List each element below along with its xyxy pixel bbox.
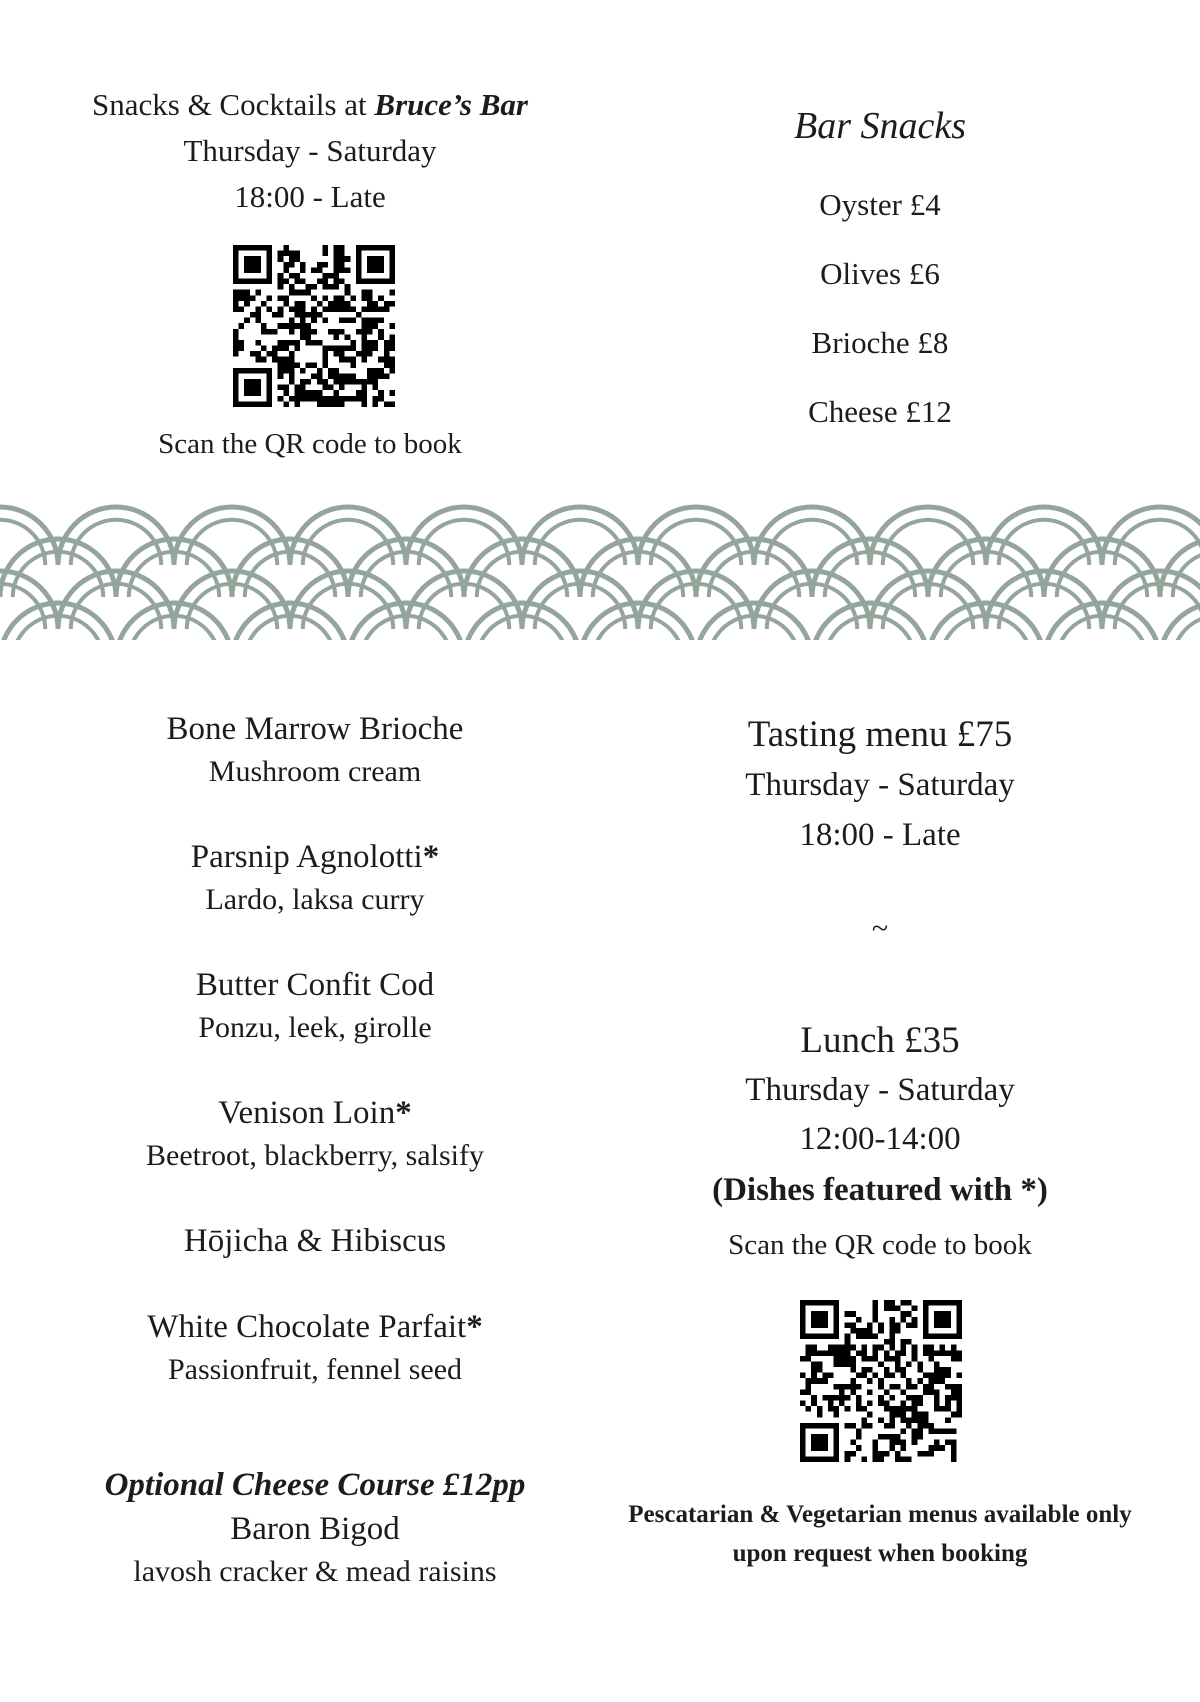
dietary-note-line: upon request when booking: [732, 1540, 1028, 1567]
bar-days: Thursday - Saturday: [183, 133, 437, 168]
bar-snacks-title: Bar Snacks: [793, 105, 967, 147]
cheese-course-title: Optional Cheese Course £12pp: [104, 1467, 526, 1503]
bar-qr-caption: Scan the QR code to book: [158, 428, 462, 460]
bar-hours: 18:00 - Late: [234, 179, 386, 214]
featured-star: *: [466, 1309, 483, 1345]
dish-name: Hōjicha & Hibiscus: [183, 1223, 447, 1259]
dish-item: [60, 1091, 570, 1177]
dish-description: Passionfruit, fennel seed: [167, 1353, 463, 1386]
tasting-menu-days: Thursday - Saturday: [745, 767, 1015, 803]
dish-description: Ponzu, leek, girolle: [198, 1011, 432, 1044]
dish-item: [60, 835, 570, 921]
snack-item: Oyster £4: [819, 187, 941, 222]
snack-item: Brioche £8: [811, 325, 949, 360]
cheese-name: Baron Bigod: [230, 1511, 400, 1547]
dish-name: Butter Confit Cod: [195, 967, 435, 1003]
qr-code-icon[interactable]: [233, 245, 395, 407]
dish-name: White Chocolate Parfait: [147, 1309, 467, 1345]
dish-description: Mushroom cream: [208, 755, 422, 788]
cheese-description: lavosh cracker & mead raisins: [133, 1555, 497, 1588]
bar-snacks: [680, 100, 1080, 446]
featured-star: *: [395, 1095, 412, 1131]
lunch-hours: 12:00-14:00: [799, 1121, 961, 1157]
dish-item: [60, 707, 570, 793]
bar-intro: Snacks & Cocktails at Bruce’s Bar: [92, 87, 528, 122]
section-separator: ~: [871, 912, 889, 945]
dish-item: [60, 1305, 570, 1391]
dietary-note: [560, 1495, 1200, 1573]
qr-code-icon[interactable]: [800, 1300, 962, 1462]
tasting-menu-info: [640, 710, 1120, 860]
lunch-days: Thursday - Saturday: [745, 1072, 1015, 1108]
dish-name: Venison Loin: [218, 1095, 396, 1131]
bar-info: [60, 82, 560, 220]
lunch-info: [640, 1016, 1120, 1216]
tasting-menu-hours: 18:00 - Late: [799, 817, 961, 853]
tasting-menu-title: Tasting menu £75: [747, 714, 1013, 755]
lunch-featured-note: (Dishes featured with *): [712, 1172, 1048, 1208]
snack-item: Olives £6: [820, 256, 940, 291]
dish-item: [60, 1219, 570, 1263]
dietary-note-line: Pescatarian & Vegetarian menus available only: [628, 1501, 1132, 1528]
bar-name: Bruce’s Bar: [374, 87, 528, 122]
dish-item: [60, 963, 570, 1049]
snack-item: Cheese £12: [808, 394, 952, 429]
dish-name: Bone Marrow Brioche: [166, 711, 464, 747]
lunch-qr-caption: Scan the QR code to book: [728, 1229, 1032, 1261]
wave-pattern-divider: [0, 495, 1200, 640]
dish-name: Parsnip Agnolotti: [190, 839, 423, 875]
tasting-dishes: [60, 707, 570, 1433]
lunch-title: Lunch £35: [800, 1020, 960, 1061]
dish-description: Lardo, laksa curry: [205, 883, 425, 916]
dish-description: Beetroot, blackberry, salsify: [146, 1139, 484, 1172]
featured-star: *: [422, 839, 440, 875]
cheese-course: [60, 1463, 570, 1593]
